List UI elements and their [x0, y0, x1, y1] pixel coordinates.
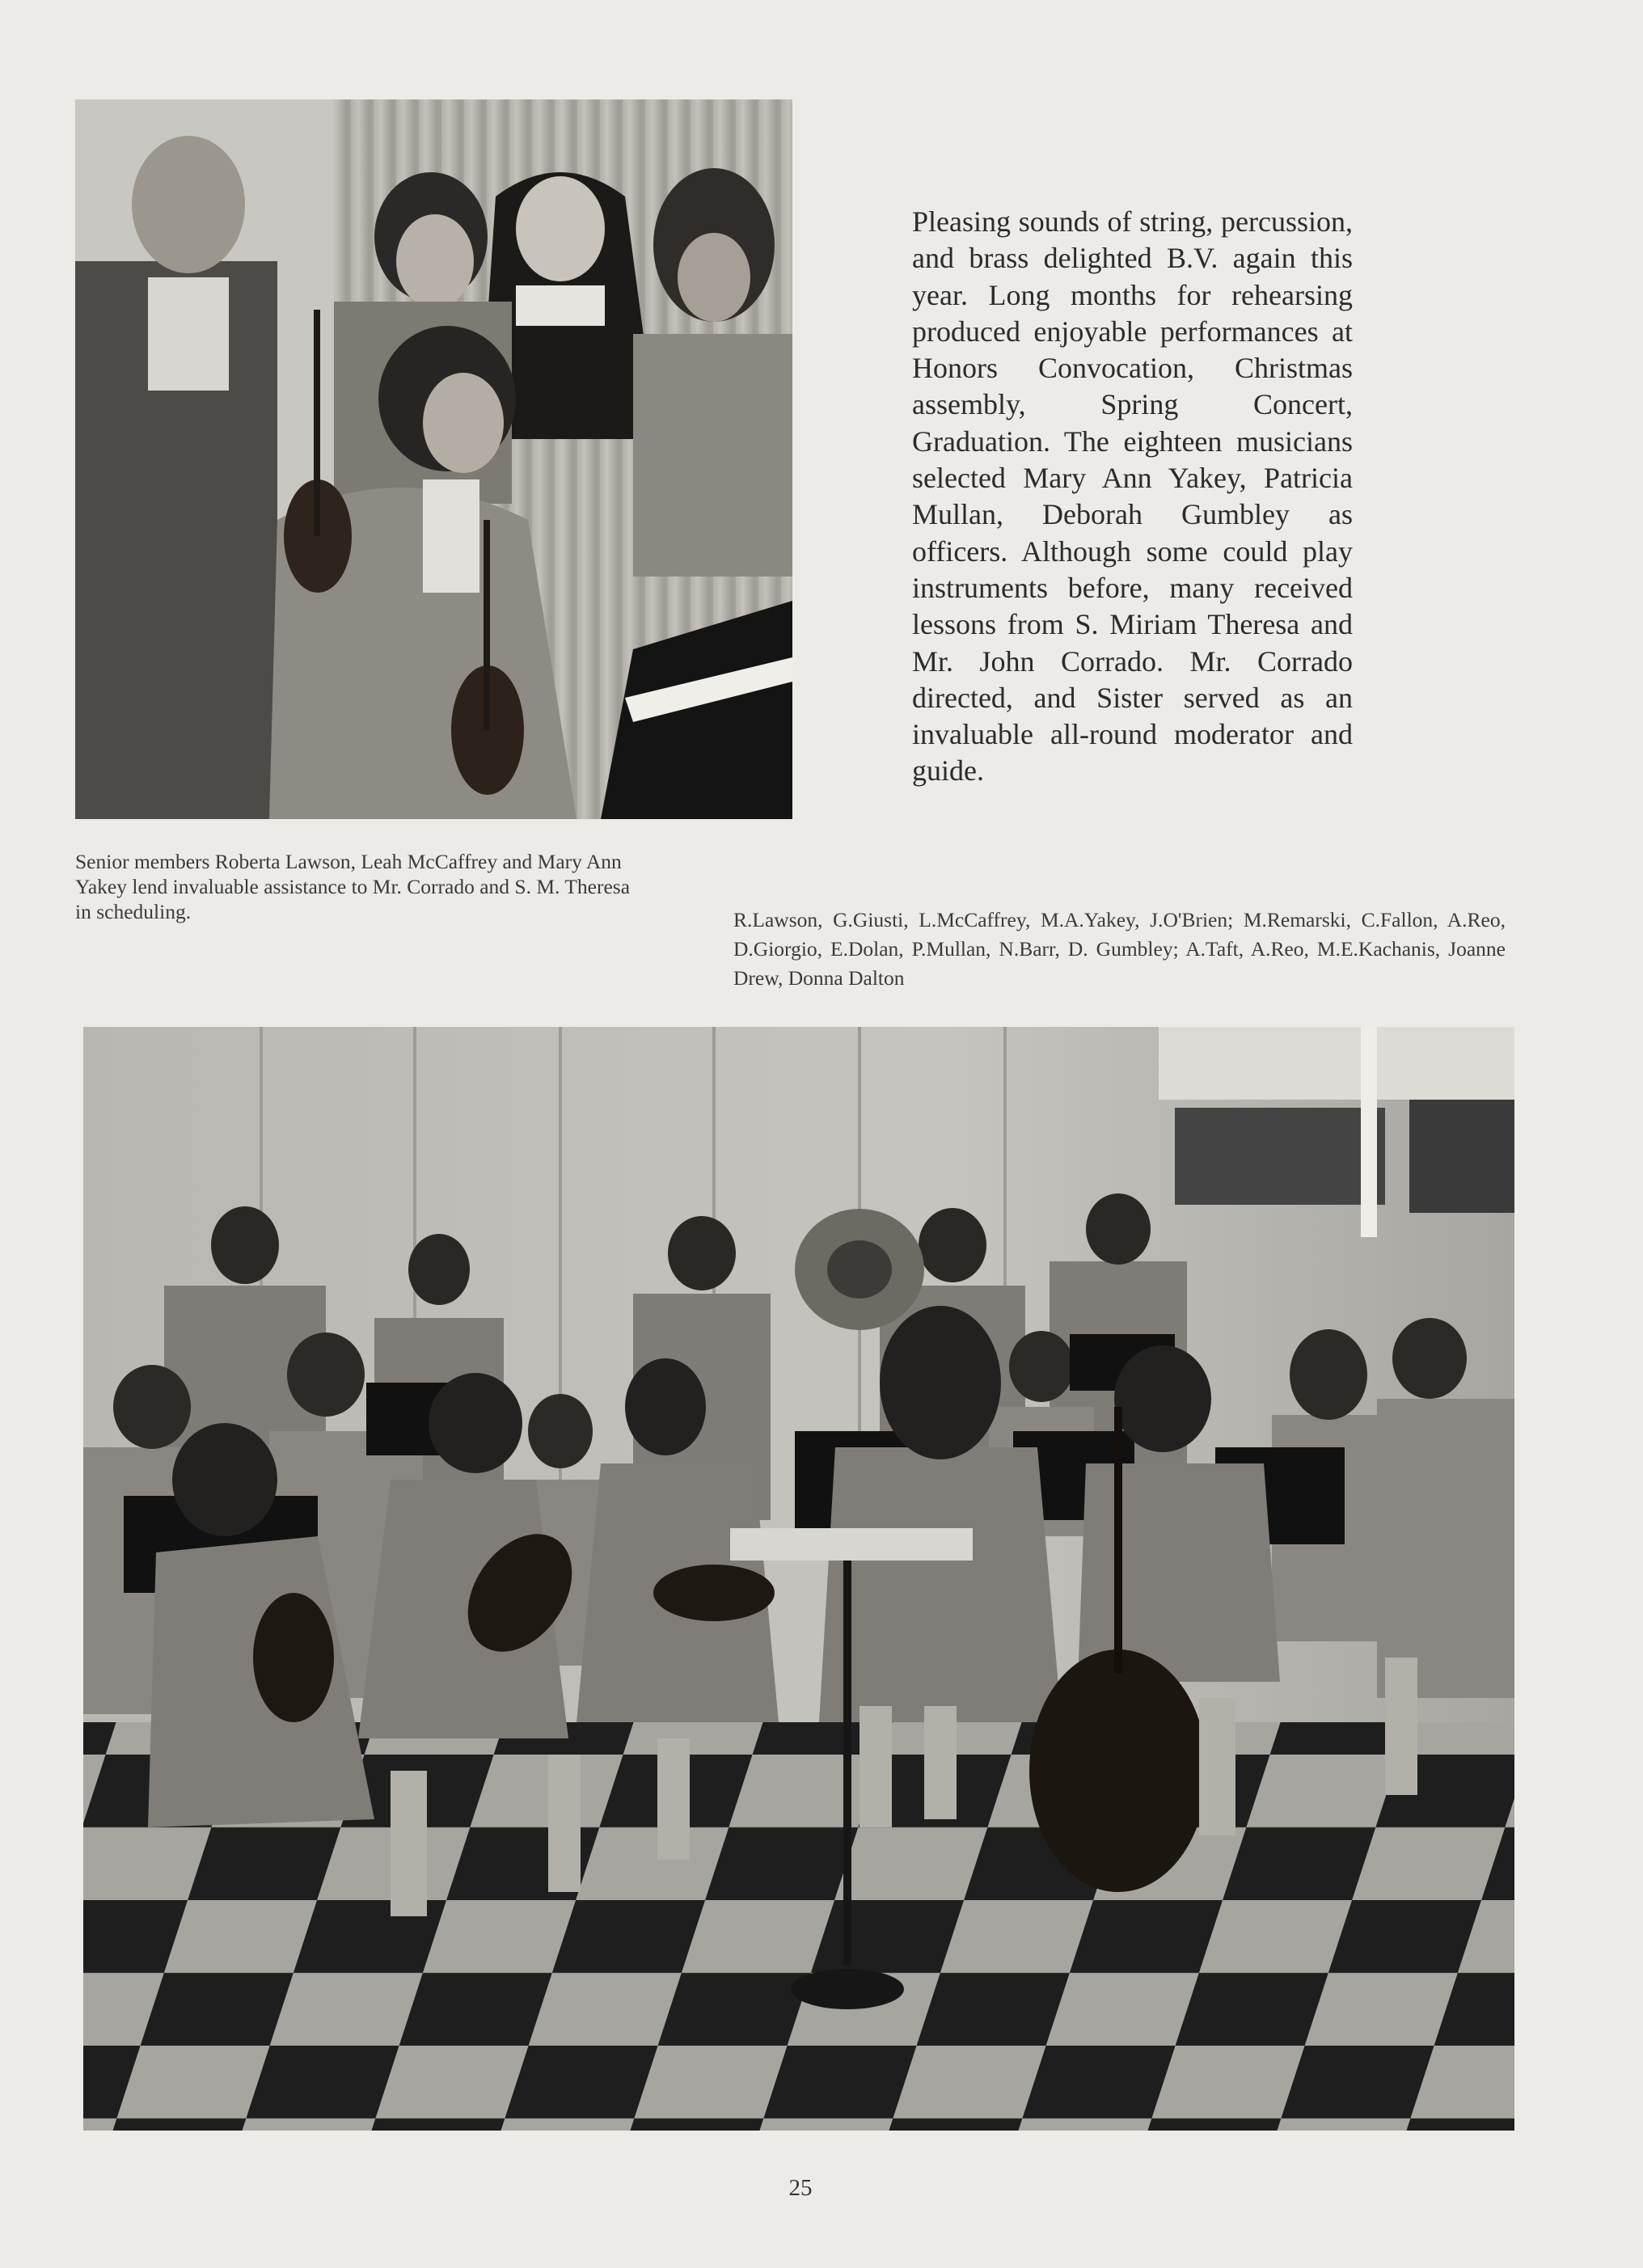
photo-musicians-at-piano-image [75, 99, 792, 819]
article-body-text: Pleasing sounds of string, percussion, and brass delighted B.V. again this year. Long months for rehearsing produced enjoyable performances at Honors Convocation, Christmas assembly, Spring Concert, Graduation. The eighteen musicians selected Mary Ann Yakey, Patricia Mullan, Deborah Gumbley as officers. Although some could play instruments before, many received lessons from S. Miriam Theresa and Mr. John Corrado. Mr. Corrado directed, and Sister served as an invaluable all-round moderator and guide. [912, 205, 1353, 788]
photo-musicians-at-piano [75, 99, 792, 819]
photo-orchestra-group-image [83, 1027, 1514, 2131]
top-photo-caption: Senior members Roberta Lawson, Leah McCaffrey and Mary Ann Yakey lend invaluable assistance to Mr. Corrado and S. M. Theresa in scheduling. [75, 850, 631, 923]
group-photo-caption: R.Lawson, G.Giusti, L.McCaffrey, M.A.Yakey, J.O'Brien; M.Remarski, C.Fallon, A.Reo, D.Giorgio, E.Dolan, P.Mullan, N.Barr, D. Gumbley; A.Taft, A.Reo, M.E.Kachanis, Joanne Drew, Donna Dalton [733, 908, 1506, 990]
page-number: 25 [788, 2175, 813, 2201]
photo-orchestra-group [83, 1027, 1514, 2131]
